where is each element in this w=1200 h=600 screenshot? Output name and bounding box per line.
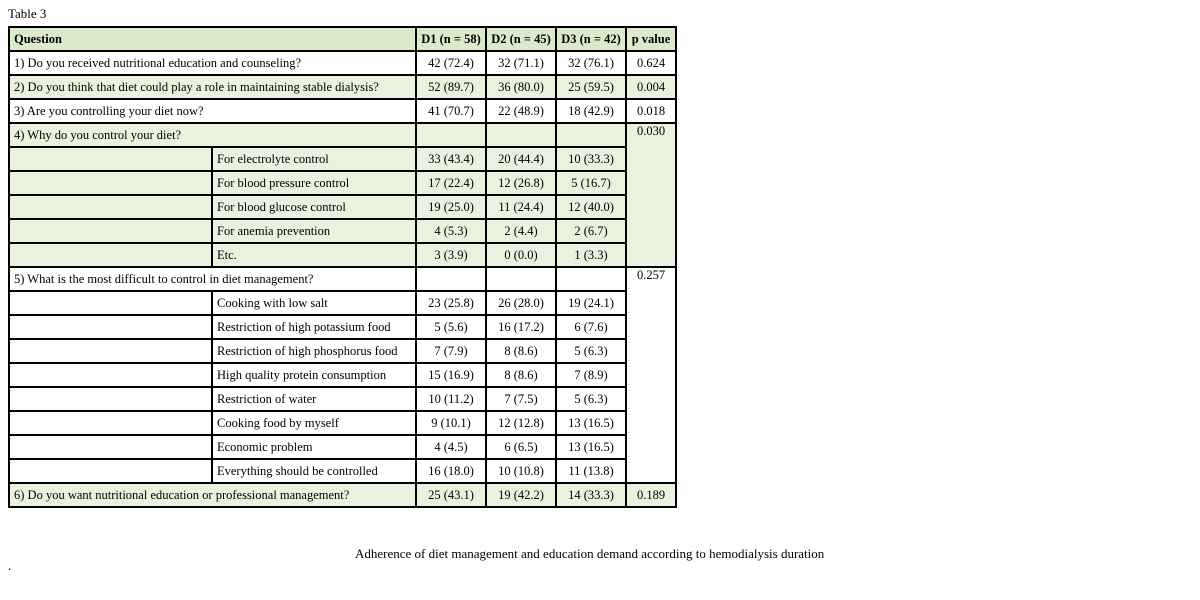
table-row-q4-sub [9,243,676,267]
d3-value: 13 (16.5) [556,435,626,459]
d3-value: 25 (59.5) [556,75,626,99]
d2-value: 8 (8.6) [486,339,556,363]
table-row-q4-sub [9,219,676,243]
sub-label: Restriction of water [212,387,416,411]
d2-value: 0 (0.0) [486,243,556,267]
sub-label: Everything should be controlled [212,459,416,483]
sub-label: High quality protein consumption [212,363,416,387]
d2-value: 19 (42.2) [486,483,556,507]
table-row-q1 [9,51,676,75]
table-row-q2 [9,75,676,99]
table-row-q4 [9,123,676,147]
d2-value: 8 (8.6) [486,363,556,387]
d2-value: 10 (10.8) [486,459,556,483]
d1-value: 52 (89.7) [416,75,486,99]
d3-value: 5 (6.3) [556,387,626,411]
d1-value: 16 (18.0) [416,459,486,483]
d3-value: 5 (6.3) [556,339,626,363]
p-value: 0.257 [626,267,676,483]
d3-value: 1 (3.3) [556,243,626,267]
p-value: 0.624 [626,51,676,75]
d1-value: 4 (4.5) [416,435,486,459]
table-label: Table 3 [8,6,47,21]
table-row-q4-sub [9,147,676,171]
question-text: 6) Do you want nutritional education or professional management? [9,483,416,507]
sub-label: For electrolyte control [212,147,416,171]
table-row-q4-sub [9,171,676,195]
d1-value: 15 (16.9) [416,363,486,387]
d3-value: 32 (76.1) [556,51,626,75]
d2-value: 26 (28.0) [486,291,556,315]
d2-value: 7 (7.5) [486,387,556,411]
d3-value: 2 (6.7) [556,219,626,243]
header-p-value: p value [626,27,676,51]
table-row-q5 [9,267,676,291]
table-header-row [9,27,676,51]
footer-dot: . [8,558,12,573]
d1-value: 17 (22.4) [416,171,486,195]
d3-value: 14 (33.3) [556,483,626,507]
header-question: Question [9,27,416,51]
d3-value: 18 (42.9) [556,99,626,123]
header-d3: D3 (n = 42) [556,27,626,51]
table-row-q5-sub [9,459,676,483]
sub-label: Economic problem [212,435,416,459]
d1-value: 9 (10.1) [416,411,486,435]
d1-value: 25 (43.1) [416,483,486,507]
d1-value: 7 (7.9) [416,339,486,363]
question-text: 3) Are you controlling your diet now? [9,99,416,123]
d3-value: 5 (16.7) [556,171,626,195]
header-d2: D2 (n = 45) [486,27,556,51]
table-row-q5-sub [9,363,676,387]
table-row-q4-sub [9,195,676,219]
d2-value: 12 (26.8) [486,171,556,195]
d2-value: 32 (71.1) [486,51,556,75]
header-d1: D1 (n = 58) [416,27,486,51]
p-value: 0.004 [626,75,676,99]
results-table [8,26,677,508]
d2-value: 6 (6.5) [486,435,556,459]
sub-label: For anemia prevention [212,219,416,243]
d3-value: 19 (24.1) [556,291,626,315]
d3-value: 10 (33.3) [556,147,626,171]
table-row-q5-sub [9,291,676,315]
d2-value: 12 (12.8) [486,411,556,435]
d1-value: 10 (11.2) [416,387,486,411]
sub-label: Restriction of high phosphorus food [212,339,416,363]
d3-value: 7 (8.9) [556,363,626,387]
table-row-q5-sub [9,387,676,411]
table-row-q3 [9,99,676,123]
d3-value: 13 (16.5) [556,411,626,435]
d1-value: 23 (25.8) [416,291,486,315]
question-text: 1) Do you received nutritional education and counseling? [9,51,416,75]
d1-value: 33 (43.4) [416,147,486,171]
d2-value: 36 (80.0) [486,75,556,99]
sub-label: For blood pressure control [212,171,416,195]
question-text: 2) Do you think that diet could play a role in maintaining stable dialysis? [9,75,416,99]
table-caption: Adherence of diet management and education demand according to hemodialysis duration [355,546,825,561]
sub-label: For blood glucose control [212,195,416,219]
d3-value: 11 (13.8) [556,459,626,483]
d3-value: 6 (7.6) [556,315,626,339]
sub-label: Cooking food by myself [212,411,416,435]
d2-value: 22 (48.9) [486,99,556,123]
table-row-q6 [9,483,676,507]
d1-value: 19 (25.0) [416,195,486,219]
question-text: 5) What is the most difficult to control in diet management? [9,267,416,291]
p-value: 0.018 [626,99,676,123]
sub-label: Restriction of high potassium food [212,315,416,339]
d1-value: 4 (5.3) [416,219,486,243]
d1-value: 42 (72.4) [416,51,486,75]
table-row-q5-sub [9,435,676,459]
d1-value: 3 (3.9) [416,243,486,267]
sub-label: Etc. [212,243,416,267]
d1-value: 5 (5.6) [416,315,486,339]
d2-value: 20 (44.4) [486,147,556,171]
table-row-q5-sub [9,411,676,435]
p-value: 0.189 [626,483,676,507]
d2-value: 11 (24.4) [486,195,556,219]
d2-value: 2 (4.4) [486,219,556,243]
d1-value: 41 (70.7) [416,99,486,123]
question-text: 4) Why do you control your diet? [9,123,416,147]
d3-value: 12 (40.0) [556,195,626,219]
sub-label: Cooking with low salt [212,291,416,315]
table-row-q5-sub [9,315,676,339]
p-value: 0.030 [626,123,676,267]
d2-value: 16 (17.2) [486,315,556,339]
table-row-q5-sub [9,339,676,363]
